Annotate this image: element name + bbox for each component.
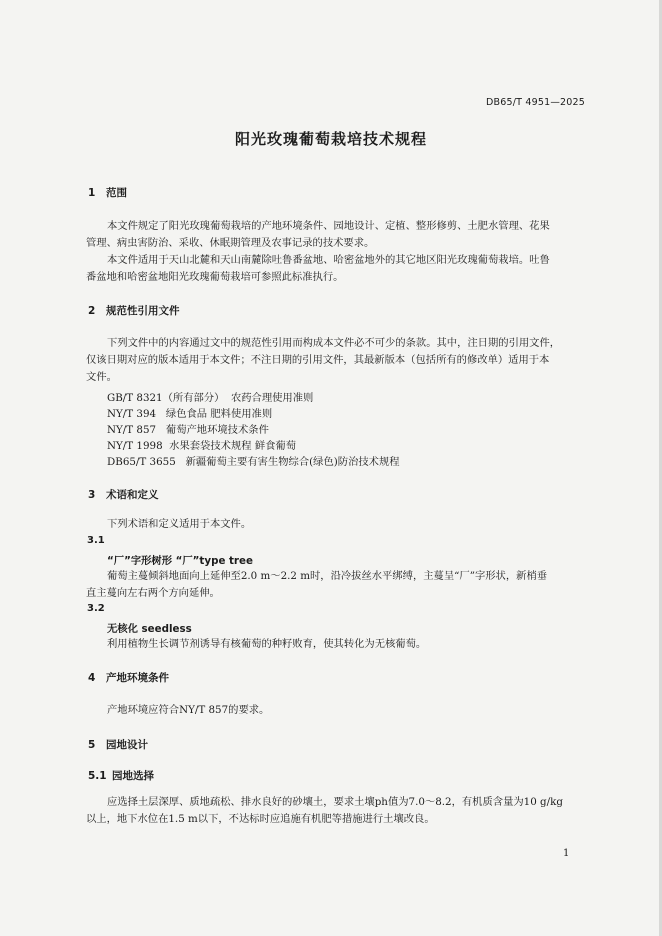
section-3-title: 术语和定义: [106, 489, 159, 501]
term-3-1-number: 3.1: [87, 535, 105, 546]
section-2-heading: [88, 303, 180, 318]
section-5-1-title: 园地选择: [112, 770, 154, 782]
reference-name: 农药合理使用准则: [230, 392, 314, 404]
reference-code: GB/T 8321（所有部分）: [107, 392, 225, 404]
standard-number: DB65/T 4951—2025: [486, 97, 585, 108]
paragraph-line: 直主蔓向左右两个方向延伸。: [86, 587, 220, 599]
reference-name: 葡萄产地环境技术条件: [165, 424, 269, 436]
section-5-1-text: [86, 794, 563, 828]
reference-name: 绿色食品 肥料使用准则: [165, 408, 273, 420]
section-1-paragraph-1: [86, 218, 550, 252]
section-4-text: 产地环境应符合NY/T 857的要求。: [107, 704, 270, 716]
reference-name: 新疆葡萄主要有害生物综合(绿色)防治技术规程: [185, 456, 400, 468]
reference-item: [107, 405, 272, 420]
reference-code: NY/T 394: [107, 408, 157, 420]
paragraph-line: 文件。: [86, 371, 117, 383]
reference-code: NY/T 857: [107, 424, 157, 436]
section-5-heading: [88, 737, 148, 752]
section-2-title: 规范性引用文件: [106, 305, 180, 317]
section-5-1-number: 5.1: [88, 770, 107, 782]
section-3-number: 3: [88, 489, 96, 501]
section-4-title: 产地环境条件: [106, 672, 169, 684]
reference-item: [107, 437, 296, 452]
reference-code: DB65/T 3655: [107, 456, 176, 468]
reference-item: [107, 421, 269, 436]
term-3-1-definition: [86, 568, 547, 602]
term-3-2-definition: 利用植物生长调节剂诱导有核葡萄的种籽败育，使其转化为无核葡萄。: [107, 638, 427, 650]
section-5-title: 园地设计: [106, 739, 148, 751]
page-number: 1: [563, 848, 570, 859]
section-1-paragraph-2: [86, 252, 550, 286]
paragraph-line: 下列文件中的内容通过文中的规范性引用而构成本文件必不可少的条款。其中，注日期的引用文件，: [107, 337, 561, 349]
reference-name: 水果套袋技术规程 鲜食葡萄: [169, 440, 297, 452]
section-1-title: 范围: [106, 187, 127, 199]
document-title: 阳光玫瑰葡萄栽培技术规程: [234, 130, 427, 148]
term-3-1-title: “厂”字形树形 “厂”type tree: [107, 555, 253, 567]
reference-code: NY/T 1998: [107, 440, 163, 452]
section-3-heading: [88, 487, 159, 502]
paragraph-line: 以上，地下水位在1.5 m以下，不达标时应追施有机肥等措施进行土壤改良。: [86, 813, 435, 825]
section-4-number: 4: [88, 672, 96, 684]
section-5-1-heading: [88, 768, 154, 783]
section-3-intro: 下列术语和定义适用于本文件。: [107, 518, 252, 530]
section-4-heading: [88, 670, 169, 685]
section-1-number: 1: [88, 187, 96, 199]
paragraph-line: 仅该日期对应的版本适用于本文件；不注日期的引用文件，其最新版本（包括所有的修改单）适用于本: [86, 354, 550, 366]
section-2-intro: [86, 335, 560, 386]
section-5-number: 5: [88, 739, 96, 751]
paragraph-line: 番盆地和哈密盆地阳光玫瑰葡萄栽培可参照此标准执行。: [86, 271, 344, 283]
reference-item: [107, 453, 400, 468]
reference-item: [107, 389, 313, 404]
paragraph-line: 本文件适用于天山北麓和天山南麓除吐鲁番盆地、哈密盆地外的其它地区阳光玫瑰葡萄栽培。吐鲁: [107, 254, 550, 266]
paragraph-line: 应选择土层深厚、质地疏松、排水良好的砂壤土，要求土壤ph值为7.0～8.2，有机质含量为10 g/kg: [107, 796, 563, 808]
term-3-2-number: 3.2: [87, 603, 105, 614]
paragraph-line: 葡萄主蔓倾斜地面向上延伸至2.0 m～2.2 m时，沿冷拔丝水平绑缚，主蔓呈“厂”字形状，新梢垂: [107, 570, 548, 582]
term-3-2-title: 无核化 seedless: [107, 623, 192, 635]
paragraph-line: 本文件规定了阳光玫瑰葡萄栽培的产地环境条件、园地设计、定植、整形修剪、土肥水管理、花果: [107, 220, 550, 232]
section-2-number: 2: [88, 305, 96, 317]
paragraph-line: 管理、病虫害防治、采收、休眠期管理及农事记录的技术要求。: [86, 237, 375, 249]
section-1-heading: [88, 185, 127, 200]
